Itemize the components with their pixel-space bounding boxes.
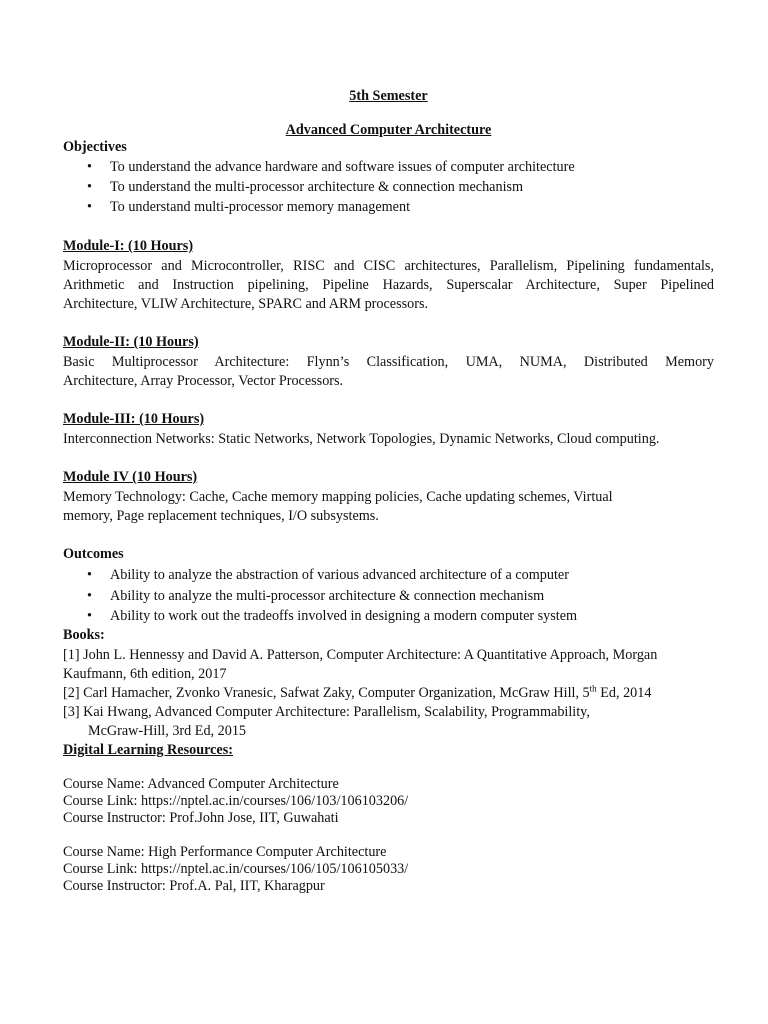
semester-title: 5th Semester [349,88,428,104]
course-instructor: Course Instructor: Prof.John Jose, IIT, Guwahati [63,810,339,826]
module-3-text-line: Interconnection Networks: Static Networks, Network Topologies, Dynamic Networks, Cloud computing. [63,431,660,447]
module-1-text-line: Microprocessor and Microcontroller, RISC and CISC architectures, Parallelism, Pipelining fundamentals, [63,258,714,274]
bullet-icon: • [87,159,92,175]
module-4-text-line: memory, Page replacement techniques, I/O subsystems. [63,508,379,524]
bullet-icon: • [87,588,92,604]
course-instructor: Course Instructor: Prof.A. Pal, IIT, Kharagpur [63,878,325,894]
books-heading: Books: [63,627,105,643]
module-2-text-line: Basic Multiprocessor Architecture: Flynn’s Classification, UMA, NUMA, Distributed Memory [63,354,714,370]
bullet-icon: • [87,567,92,583]
outcome-item: • Ability to analyze the multi-processor architecture & connection mechanism [87,588,545,604]
book-1-line: Kaufmann, 6th edition, 2017 [63,666,227,682]
module-1-heading: Module-I: (10 Hours) [63,238,194,254]
objective-item: • To understand the multi-processor architecture & connection mechanism [87,179,524,195]
bullet-icon: • [87,608,92,624]
outcome-item: • Ability to analyze the abstraction of various advanced architecture of a computer [87,567,569,583]
module-1-text-line: Arithmetic and Instruction pipelining, Pipeline Hazards, Superscalar Architecture, Super Pipelined [63,277,714,293]
course-name: Course Name: High Performance Computer Architecture [63,844,387,860]
course-link[interactable]: Course Link: https://nptel.ac.in/courses/106/105/106105033/ [63,861,409,877]
digital-resources-heading: Digital Learning Resources: [63,742,233,758]
objectives-heading: Objectives [63,139,127,155]
book-3-line: [3] Kai Hwang, Advanced Computer Architecture: Parallelism, Scalability, Programmability, [63,704,590,720]
objective-item: • To understand the advance hardware and software issues of computer architecture [87,159,575,175]
module-4-heading: Module IV (10 Hours) [63,469,198,485]
module-3-heading: Module-III: (10 Hours) [63,411,205,427]
course-title: Advanced Computer Architecture [285,122,492,138]
module-2-heading: Module-II: (10 Hours) [63,334,199,350]
book-3-line: McGraw-Hill, 3rd Ed, 2015 [88,723,247,739]
course-link[interactable]: Course Link: https://nptel.ac.in/courses/106/103/106103206/ [63,793,409,809]
module-4-text-line: Memory Technology: Cache, Cache memory mapping policies, Cache updating schemes, Virtual [63,489,613,505]
course-name: Course Name: Advanced Computer Architecture [63,776,339,792]
superscript: th [589,683,597,694]
bullet-icon: • [87,179,92,195]
module-1-text-line: Architecture, VLIW Architecture, SPARC and ARM processors. [63,296,429,312]
book-1-line: [1] John L. Hennessy and David A. Patterson, Computer Architecture: A Quantitative Approach, Morgan [63,647,658,663]
outcome-item: • Ability to work out the tradeoffs involved in designing a modern computer system [87,608,578,624]
module-2-text-line: Architecture, Array Processor, Vector Processors. [63,373,344,389]
bullet-icon: • [87,199,92,215]
book-2-line: [2] Carl Hamacher, Zvonko Vranesic, Safwat Zaky, Computer Organization, McGraw Hill, 5th Ed, 2014 [63,683,652,701]
objective-item: • To understand multi-processor memory management [87,199,411,215]
outcomes-heading: Outcomes [63,546,124,562]
